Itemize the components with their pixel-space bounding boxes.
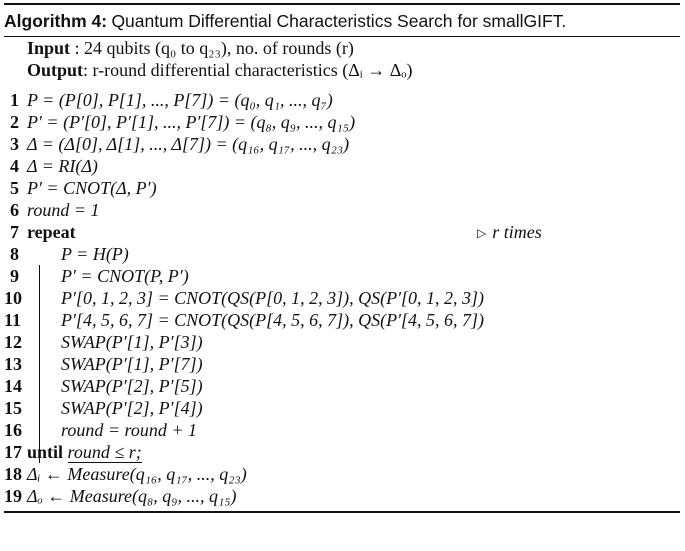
repeat-block-bar (39, 265, 40, 463)
line-code: P′ = CNOT(P, P′) (61, 266, 189, 286)
line-number: 9 (10, 266, 19, 286)
input-line (27, 37, 354, 59)
line-number: 8 (10, 244, 19, 264)
line-number: 3 (10, 134, 19, 154)
line-code: round = 1 (27, 200, 100, 220)
line-number: 12 (4, 332, 22, 352)
algorithm-box (4, 3, 680, 514)
repeat-keyword: repeat (27, 222, 76, 242)
line-code: P = H(P) (61, 244, 129, 264)
line-code: P′ = CNOT(Δ, P′) (27, 178, 157, 198)
line-code: SWAP(P′[2], P′[5]) (61, 376, 203, 396)
line-code: SWAP(P′[1], P′[7]) (61, 354, 203, 374)
line-number: 11 (4, 310, 22, 330)
output-line (27, 59, 413, 81)
comment-triangle-icon: ▷ (477, 226, 487, 240)
line-number: 14 (4, 376, 22, 396)
line-number: 5 (10, 178, 19, 198)
line-number: 4 (10, 156, 19, 176)
line-code (27, 441, 142, 463)
input-text: : 24 qubits (q₀ to q₂₃), no. of rounds (r) (70, 38, 354, 58)
repeat-comment: ▷ r times (477, 222, 542, 242)
caption-label: Algorithm 4: (4, 11, 108, 31)
line-code: P = (P[0], P[1], ..., P[7]) = (q₀, q₁, ..., q₇) (27, 90, 333, 110)
until-keyword: until (27, 442, 64, 462)
algorithm-caption (4, 11, 566, 31)
bottom-rule (4, 511, 680, 513)
line-number: 18 (4, 464, 22, 484)
line-number: 1 (10, 90, 19, 110)
line-code: Δₒ ← Measure(q₈, q₉, ..., q₁₅) (27, 486, 237, 506)
line-number: 7 (10, 222, 19, 242)
line-code: P′[0, 1, 2, 3] = CNOT(QS(P[0, 1, 2, 3]), QS(P′[0, 1, 2, 3]) (61, 288, 485, 308)
line-code: SWAP(P′[1], P′[3]) (61, 332, 203, 352)
line-code: round = round + 1 (61, 420, 197, 440)
top-rule (4, 3, 680, 5)
line-number: 2 (10, 112, 19, 132)
caption-title: Quantum Differential Characteristics Search for smallGIFT. (111, 11, 567, 31)
until-condition: round ≤ r; (67, 442, 142, 462)
output-label: Output (27, 60, 84, 80)
line-number: 10 (4, 288, 22, 308)
line-code: Δ = RI(Δ) (27, 156, 98, 176)
output-text: : r-round differential characteristics (Δᵢ → Δₒ) (83, 60, 413, 80)
line-number: 19 (4, 486, 22, 506)
line-number: 15 (4, 398, 22, 418)
line-number: 6 (10, 200, 19, 220)
line-number: 13 (4, 354, 22, 374)
line-code: P′[4, 5, 6, 7] = CNOT(QS(P[4, 5, 6, 7]), QS(P′[4, 5, 6, 7]) (61, 310, 485, 330)
line-number: 17 (4, 442, 22, 462)
line-code: P′ = (P′[0], P′[1], ..., P′[7]) = (q₈, q₉, ..., q₁₅) (27, 112, 356, 132)
line-code: SWAP(P′[2], P′[4]) (61, 398, 203, 418)
input-label: Input (27, 38, 71, 58)
line-number: 16 (4, 420, 22, 440)
line-code: Δ = (Δ[0], Δ[1], ..., Δ[7]) = (q₁₆, q₁₇, ..., q₂₃) (27, 134, 350, 154)
line-code: Δᵢ ← Measure(q₁₆, q₁₇, ..., q₂₃) (27, 464, 247, 484)
